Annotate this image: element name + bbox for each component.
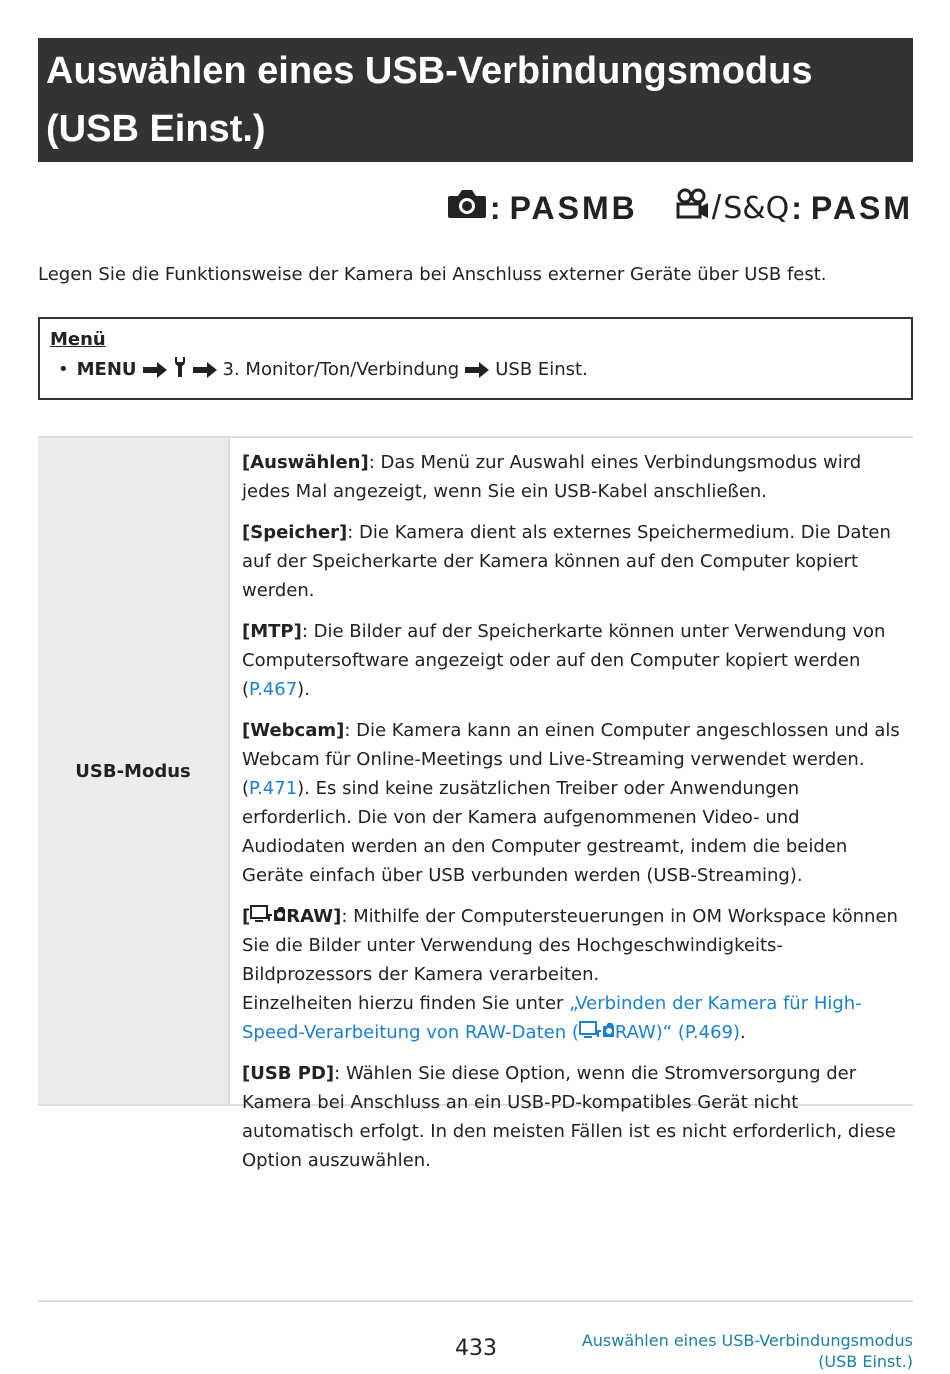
menu-box xyxy=(38,317,913,400)
computer-icon xyxy=(250,904,286,924)
page-link[interactable]: P.467 xyxy=(249,679,298,700)
footer-divider xyxy=(38,1300,913,1302)
menu-label: MENU xyxy=(76,359,137,380)
camera-icon xyxy=(446,188,488,228)
page-number: 433 xyxy=(455,1336,497,1361)
menu-step: 3. Monitor/Ton/Verbindung xyxy=(222,359,460,380)
page-link[interactable]: P.471 xyxy=(249,778,298,799)
wrench-icon xyxy=(173,356,187,383)
arrow-right-icon xyxy=(465,362,489,378)
video-modes: PASM xyxy=(810,189,913,226)
snq-mode: S&Q xyxy=(723,190,790,226)
settings-table xyxy=(38,436,913,1171)
bullet: • xyxy=(58,359,69,380)
computer-icon xyxy=(579,1020,615,1040)
page-title xyxy=(38,38,913,162)
slash: / xyxy=(711,188,722,227)
menu-heading: Menü xyxy=(50,329,106,350)
colon-1: : xyxy=(489,189,504,226)
photo-modes: PASMB xyxy=(509,189,638,226)
list-item: [Auswählen]: Das Menü zur Auswahl eines Verbindungsmodus wird jedes Mal angezeigt, wenn Sie ein USB-Kabel anschließen. xyxy=(242,452,862,502)
title-line-1: Auswählen eines USB-Verbindungsmodus xyxy=(46,50,813,92)
list-item: [ RAW]: Mithilfe der Computersteuerungen in OM Workspace können Sie die Bilder unter Verwendung des Hochgeschwindigkeits-Bildprozessors der Kamera verarbeiten. Einzelheiten hierzu finden Sie unter „Verbinden der Kamera für High-Speed-Verarbeitung von RAW-Daten ( RAW)“ (P.469). xyxy=(242,906,898,1043)
title-line-2: (USB Einst.) xyxy=(46,108,266,150)
list-item: [MTP]: Die Bilder auf der Speicherkarte können unter Verwendung von Computersoftware angezeigt oder auf den Computer kopiert werden (P.467). xyxy=(242,621,886,700)
footer-section-title[interactable] xyxy=(582,1330,913,1372)
arrow-right-icon xyxy=(193,362,217,378)
colon-2: : xyxy=(791,189,805,226)
row-content-cell xyxy=(230,438,913,1171)
intro-text: Legen Sie die Funktionsweise der Kamera bei Anschluss externer Geräte über USB fest. xyxy=(38,264,827,285)
row-label-cell xyxy=(38,438,230,1104)
footer-title-line-2: (USB Einst.) xyxy=(818,1352,913,1371)
menu-final: USB Einst. xyxy=(495,359,588,380)
list-item: [Webcam]: Die Kamera kann an einen Computer angeschlossen und als Webcam für Online-Meetings und Live-Streaming verwendet werden. (P.471). Es sind keine zusätzlichen Treiber oder Anwendungen erforderlich. Die von der Kamera aufgenommenen Video- und Audiodaten werden an den Computer gestreamt, indem die beiden Geräte einfach über USB verbunden werden (USB-Streaming). xyxy=(242,720,900,886)
footer-title-line-1: Auswählen eines USB-Verbindungsmodus xyxy=(581,1331,913,1350)
menu-path xyxy=(50,356,901,383)
arrow-right-icon xyxy=(143,362,167,378)
list-item: [USB PD]: Wählen Sie diese Option, wenn die Stromversorgung der Kamera bei Anschluss an ein USB-PD-kompatibles Gerät nicht automatisch erfolgt. In den meisten Fällen ist es nicht erforderlich, diese Option auszuwählen. xyxy=(242,1063,896,1171)
row-label: USB-Modus xyxy=(75,760,191,782)
shooting-modes xyxy=(446,186,913,230)
movie-camera-icon xyxy=(674,187,710,229)
page-link[interactable]: „Verbinden der Kamera für High-Speed-Verarbeitung von RAW-Daten ( RAW)“ (P.469) xyxy=(242,993,862,1043)
list-item: [Speicher]: Die Kamera dient als externes Speichermedium. Die Daten auf der Speicherkarte der Kamera können auf den Computer kopiert werden. xyxy=(242,522,891,601)
